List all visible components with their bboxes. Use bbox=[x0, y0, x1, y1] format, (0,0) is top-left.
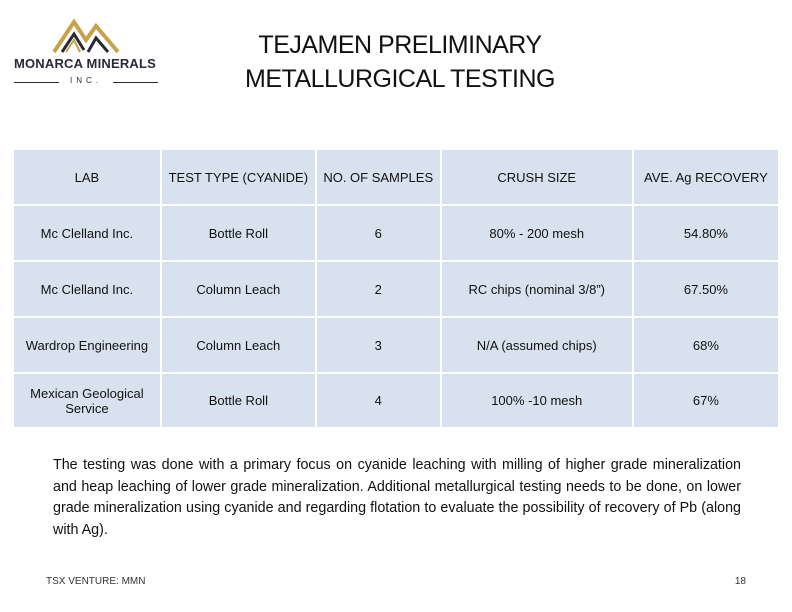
cell-recovery: 67.50% bbox=[634, 262, 778, 318]
cell-samples: 4 bbox=[317, 374, 442, 427]
title-line-2: METALLURGICAL TESTING bbox=[245, 65, 555, 93]
company-logo bbox=[10, 14, 160, 84]
header-crush-size: CRUSH SIZE bbox=[442, 150, 634, 206]
cell-recovery: 68% bbox=[634, 318, 778, 374]
cell-samples: 6 bbox=[317, 206, 442, 262]
cell-test-type: Bottle Roll bbox=[162, 374, 317, 427]
slide-title bbox=[230, 28, 570, 96]
table-row bbox=[14, 262, 778, 318]
cell-lab: Wardrop Engineering bbox=[14, 318, 162, 374]
cell-crush-size: N/A (assumed chips) bbox=[442, 318, 634, 374]
cell-test-type: Column Leach bbox=[162, 262, 317, 318]
cell-crush-size: RC chips (nominal 3/8”) bbox=[442, 262, 634, 318]
header-lab: LAB bbox=[14, 150, 162, 206]
logo-name: MONARCA MINERALS bbox=[13, 56, 157, 71]
cell-crush-size: 80% - 200 mesh bbox=[442, 206, 634, 262]
table-row bbox=[14, 318, 778, 374]
cell-recovery: 67% bbox=[692, 393, 719, 408]
footer-ticker: TSX VENTURE: MMN bbox=[46, 576, 146, 587]
cell-test-type: Column Leach bbox=[162, 318, 317, 374]
table-header-row bbox=[14, 150, 778, 206]
cell-lab: Mc Clelland Inc. bbox=[14, 262, 162, 318]
cell-samples: 2 bbox=[317, 262, 442, 318]
title-line-1: TEJAMEN PRELIMINARY bbox=[258, 31, 542, 59]
description-paragraph: The testing was done with a primary focus on cyanide leaching with milling of higher grade mineralization and heap leaching of lower grade mineralization. Additional metallurgical testing needs to be done, on lower grade mineralization using cyanide and regarding flotation to evaluate the possibility of recovery of Pb (along with Ag). bbox=[53, 457, 741, 538]
header-test-type: TEST TYPE (CYANIDE) bbox=[162, 150, 317, 206]
metallurgical-testing-table bbox=[14, 150, 778, 427]
cell-lab: Mexican Geological Service bbox=[14, 374, 162, 427]
cell-samples: 3 bbox=[317, 318, 442, 374]
cell-lab: Mc Clelland Inc. bbox=[14, 206, 162, 262]
cell-recovery: 54.80% bbox=[634, 206, 778, 262]
table-row bbox=[14, 206, 778, 262]
logo-subtitle bbox=[14, 76, 158, 88]
cell-test-type: Bottle Roll bbox=[162, 206, 317, 262]
header-recovery: AVE. Ag RECOVERY bbox=[634, 150, 778, 206]
cell-crush-size: 100% -10 mesh bbox=[442, 374, 634, 427]
mountain-logo-icon bbox=[52, 14, 120, 54]
header-samples: NO. OF SAMPLES bbox=[317, 150, 442, 206]
page-number: 18 bbox=[734, 576, 746, 587]
logo-sub-text: INC. bbox=[70, 76, 102, 85]
table-row bbox=[14, 374, 778, 427]
